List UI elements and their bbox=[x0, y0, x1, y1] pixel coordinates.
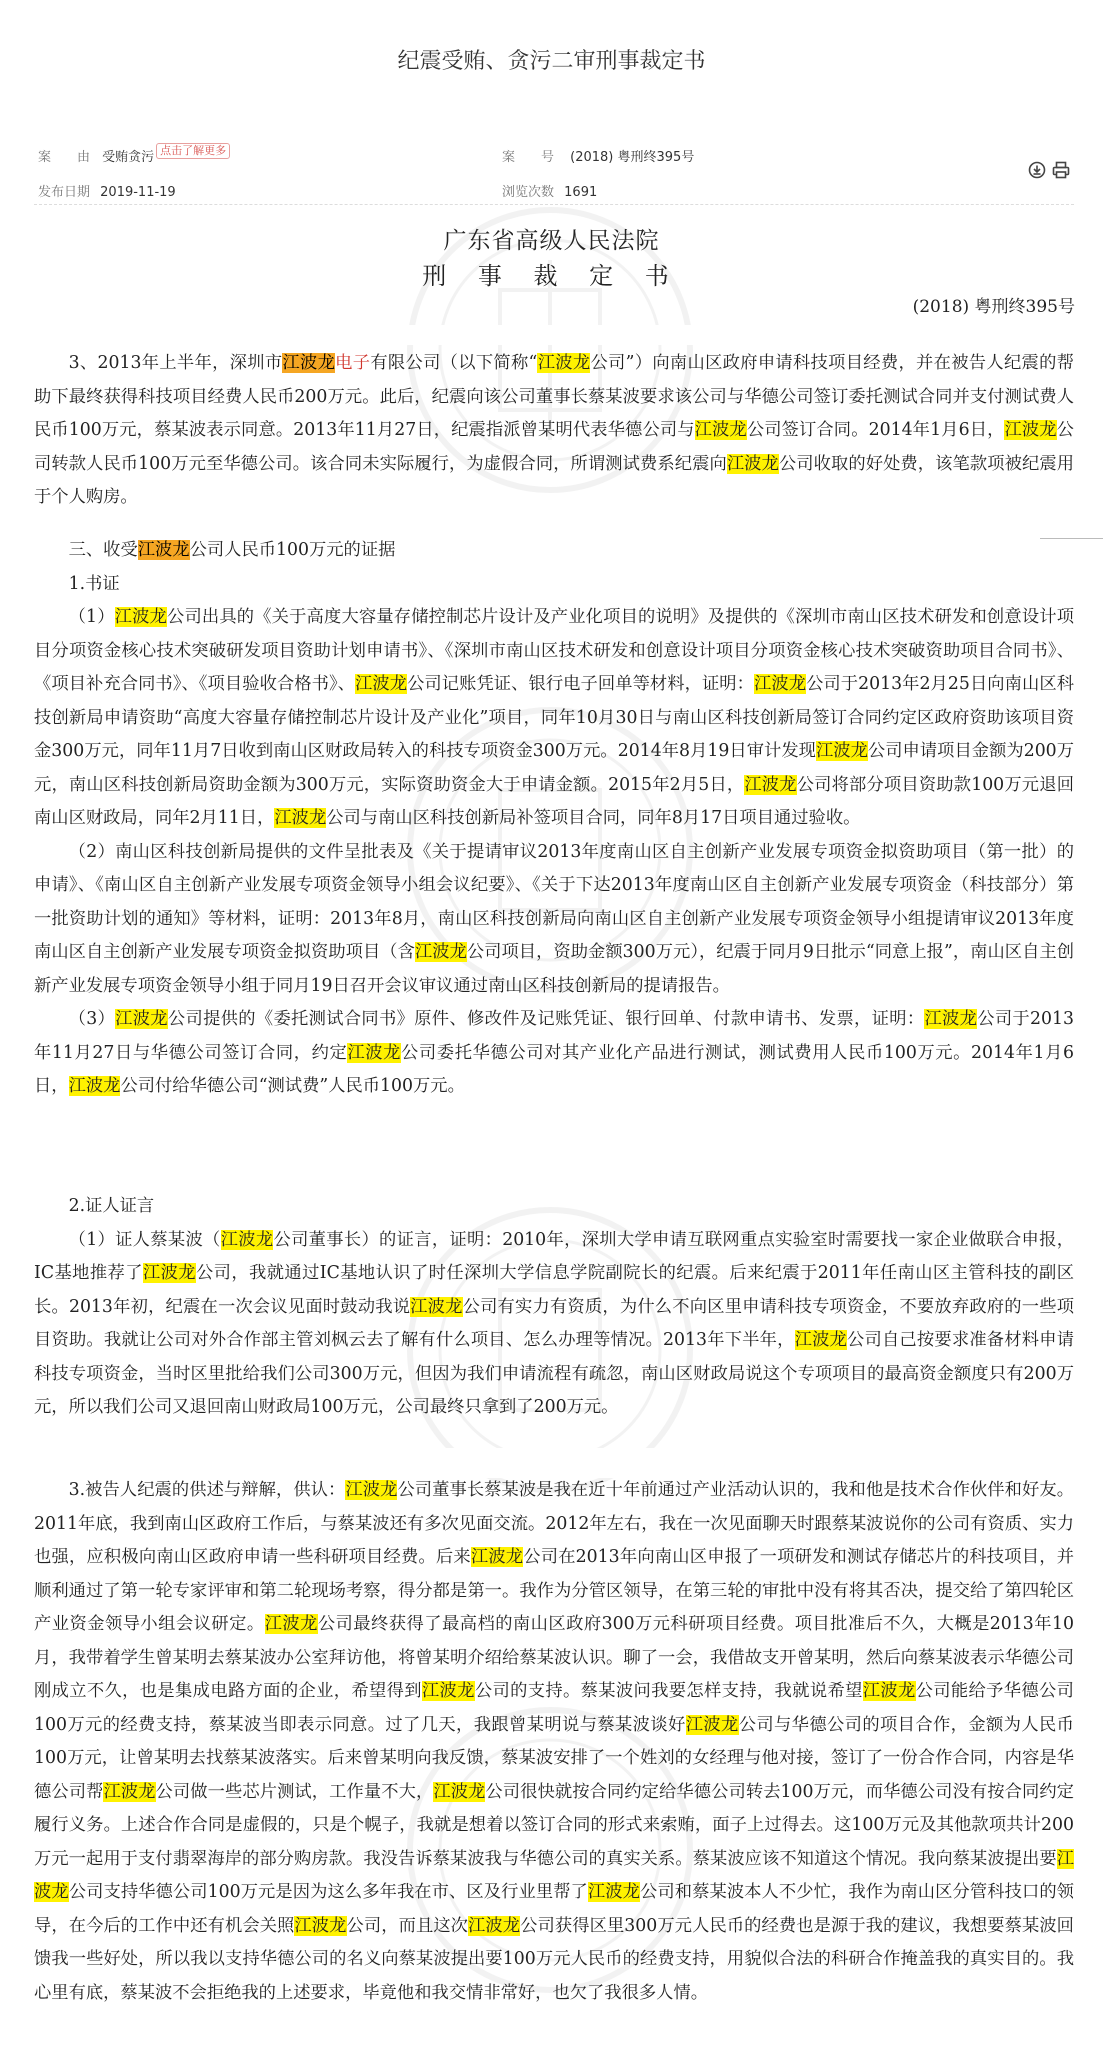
text-run: （2）南山区科技创新局提供的文件呈批表及《关于提请审议2013年度南山区自主创新产业发展专项资金拟资助项目（第一批）的申请》、《南山区自主创新产业发展专项资金领导小组会议纪要》、《关于下达2013年度南山区自主创新产业发展专项资金（科技部分）第一批资助计划的通知》等材料，证明：2013年8月，南山区科技创新局向南山区自主创新产业发展专项资金领导小组提请审议2013年度南山区自主创新产业发展专项资金拟资助项目（含 bbox=[34, 841, 1074, 962]
keyword-highlight: 江波龙 bbox=[274, 808, 327, 828]
document-case-number: (2018) 粤刑终395号 bbox=[912, 297, 1075, 317]
text-run: 3.被告人纪震的供述与辩解，供认： bbox=[68, 1480, 346, 1500]
text-run: 公司签订合同。2014年1月6日， bbox=[746, 420, 1005, 440]
keyword-highlight: 江波龙 bbox=[115, 1009, 168, 1029]
paragraph bbox=[34, 1474, 1074, 2010]
view-count-label: 浏览次数 bbox=[502, 185, 555, 200]
snippet-fact-3 bbox=[34, 347, 1074, 515]
case-cause bbox=[38, 146, 230, 166]
keyword-highlight: 江波龙 bbox=[433, 1781, 486, 1802]
keyword-highlight-primary: 江波龙 bbox=[137, 540, 190, 560]
text-run: 三、收受 bbox=[68, 540, 138, 560]
text-run: 公司在2013年向南山区申报了一项研发和测试存储芯片的科技项目，并顺利通过了第一轮专家评审和第二轮现场考察，得分都是第一。我作为分管区领导，在第三轮的审批中没有将其否决，提交给了第四轮区产业资金领导小组会议研定。 bbox=[34, 1547, 1074, 1634]
text-run: 公司的支持。蔡某波问我要怎样支持，我就说希望 bbox=[474, 1681, 863, 1701]
page-title: 纪震受贿、贪污二审刑事裁定书 bbox=[397, 49, 706, 74]
keyword-highlight: 江波龙 bbox=[114, 607, 167, 627]
keyword-red: 电子 bbox=[335, 353, 371, 373]
toolbar bbox=[1028, 161, 1070, 179]
text-run: 有限公司（以下简称“ bbox=[370, 353, 538, 373]
keyword-highlight: 江波龙 bbox=[345, 1480, 398, 1500]
text-run: 公司出具的《关于高度大容量存储控制芯片设计及产业化项目的说明》及提供的《深圳市南山区技术研发和创意设计项目分项资金核心技术突破研发项目资助计划申请书》、《深圳市南山区技术研发和创意设计项目分项资金核心技术突破资助项目合同书》、《项目补充合同书》、《项目验收合格书》、 bbox=[34, 607, 1074, 694]
paragraph bbox=[34, 601, 1074, 836]
section-heading bbox=[34, 534, 1074, 568]
snippet-evidence-3 bbox=[34, 534, 1074, 1104]
keyword-highlight: 江波龙 bbox=[794, 1330, 848, 1350]
case-cause-value: 受贿贪污 bbox=[102, 150, 155, 165]
keyword-highlight-primary: 江波龙 bbox=[282, 353, 336, 373]
text-run: 公司与南山区科技创新局补签项目合同，同年8月17日项目通过验收。 bbox=[326, 808, 861, 828]
snippet-gap bbox=[0, 325, 1103, 345]
text-run: 公司做一些芯片测试，工作量不大， bbox=[155, 1781, 434, 1802]
publish-date-value: 2019-11-19 bbox=[100, 185, 176, 200]
text-run: 公司支持华德公司100万元是因为这么多年我在市、区及行业里帮了 bbox=[68, 1882, 588, 1902]
keyword-highlight: 江波龙 bbox=[421, 1681, 475, 1701]
keyword-highlight: 江波龙 bbox=[347, 1042, 402, 1063]
keyword-highlight: 江波龙 bbox=[726, 453, 779, 474]
text-run: 公司董事长）的证言，证明：2010年，深圳大学申请互联网重点实验室时需要找一家企业做联合申报，IC基地推荐了 bbox=[34, 1229, 1075, 1283]
text-run: （1） bbox=[68, 607, 115, 627]
text-run: 公司于2013年11月27日与华德公司签订合同，约定 bbox=[34, 1009, 1074, 1063]
text-run: 公司董事长蔡某波是我在近十年前通过产业活动认识的，我和他是技术合作伙伴和好友。2011年底，我到南山区政府工作后，与蔡某波还有多次见面交流。2012年左右，我在一次见面聊天时跟蔡某波说你的公司有资质、实力也强，应积极向南山区政府申请一些科研项目经费。后来 bbox=[34, 1480, 1074, 1567]
view-count bbox=[502, 181, 597, 200]
text-run: 公司获得区里300万元人民币的经费也是源于我的建议，我想要蔡某波回馈我一些好处，所以我以支持华德公司的名义向蔡某波提出要100万元人民币的经费支持，用貌似合法的科研合作掩盖我的真实目的。我心里有底，蔡某波不会拒绝我的上述要求，毕竟他和我交情非常好，也欠了我很多人情。 bbox=[34, 1915, 1074, 2003]
text-run: （1）证人蔡某波（ bbox=[68, 1229, 221, 1250]
keyword-highlight: 江波龙 bbox=[470, 1547, 524, 1567]
paragraph bbox=[34, 836, 1074, 1004]
publish-date bbox=[38, 181, 176, 200]
print-icon[interactable] bbox=[1052, 161, 1070, 179]
text-run: 公司很快就按合同约定给华德公司转去100万元，而华德公司没有按合同约定履行义务。上述合作合同是虚假的，只是个幌子，我就是想着以签订合同的形式来索贿，面子上过得去。这100万元及其他款项共计200万元一起用于支付翡翠海岸的部分购房款。我没告诉蔡某波我与华德公司的真实关系。蔡某波应该不知道这个情况。我向蔡某波提出要 bbox=[34, 1781, 1074, 1869]
text-run: 公司转款人民币100万元至华德公司。该合同未实际履行，为虚假合同，所谓测试费系纪震向 bbox=[34, 420, 1074, 474]
learn-more-tag[interactable]: 点击了解更多 bbox=[156, 143, 230, 159]
keyword-highlight: 江波龙 bbox=[587, 1882, 641, 1902]
document-type: 刑 事 裁 定 书 bbox=[422, 262, 681, 290]
subsection-heading bbox=[34, 1190, 1074, 1224]
snippet-witness bbox=[34, 1190, 1074, 1425]
text-run: 公司申请项目金额为200万元，南山区科技创新局资助金额为300万元，实际资助资金大于申请金额。2015年2月5日， bbox=[34, 741, 1074, 795]
keyword-highlight: 江波龙 bbox=[537, 353, 591, 373]
keyword-highlight: 江波龙 bbox=[294, 1915, 347, 1936]
text-run: 公司自己按要求准备材料申请科技专项资金，当时区里批给我们公司300万元，但因为我们申请流程有疏忽，南山区财政局说这个专项项目的最高资金额度只有200万元，所以我们公司又退回南山财政局100万元，公司最终只拿到了200万元。 bbox=[34, 1330, 1074, 1417]
text-run: 公司将部分项目资助款100万元退回南山区财政局，同年2月11日， bbox=[34, 774, 1074, 828]
text-run: 公司”）向南山区政府申请科技项目经费，并在被告人纪震的帮助下最终获得科技项目经费人民币200万元。此后，纪震向该公司董事长蔡某波要求该公司与华德公司签订委托测试合同并支付测试费人民币100万元，蔡某波表示同意。2013年11月27日，纪震指派曾某明代表华德公司与 bbox=[34, 353, 1074, 440]
keyword-highlight: 江波龙 bbox=[815, 741, 868, 761]
case-number-value: (2018) 粤刑终395号 bbox=[570, 150, 695, 165]
text-run: 3、2013年上半年，深圳市 bbox=[68, 353, 283, 373]
keyword-highlight: 江波龙 bbox=[355, 674, 408, 694]
text-run: 公司项目，资助金额300万元），纪震于同月9日批示“同意上报”，南山区自主创新产业发展专项资金领导小组于同月19日召开会议审议通过南山区科技创新局的提请报告。 bbox=[34, 942, 1074, 996]
paragraph bbox=[34, 347, 1074, 515]
text-run: 公司能给予华德公司100万元的经费支持，蔡某波当即表示同意。过了几天，我跟曾某明说与蔡某波谈好 bbox=[34, 1681, 1074, 1735]
court-name: 广东省高级人民法院 bbox=[443, 228, 660, 254]
keyword-highlight: 江波龙 bbox=[34, 1848, 1074, 1902]
case-cause-label: 案 由 bbox=[38, 150, 91, 165]
subsection-heading bbox=[34, 568, 1074, 602]
paragraph bbox=[34, 1224, 1074, 1425]
text-run: 公司委托华德公司对其产业化产品进行测试，测试费用人民币100万元。2014年1月6日， bbox=[34, 1042, 1074, 1096]
keyword-highlight: 江波龙 bbox=[754, 674, 807, 694]
case-number bbox=[502, 146, 694, 165]
snippet-confession bbox=[34, 1474, 1074, 2010]
text-run: 1.书证 bbox=[68, 573, 120, 594]
keyword-highlight: 江波龙 bbox=[103, 1781, 156, 1802]
text-run: 公司付给华德公司“测试费”人民币100万元。 bbox=[120, 1076, 465, 1096]
text-run: 公司于2013年2月25日向南山区科技创新局申请资助“高度大容量存储控制芯片设计及产业化”项目，同年10月30日与南山区科技创新局签订合同约定区政府资助该项目资金300万元，同年11月7日收到南山区财政局转入的科技专项资金300万元。2014年8月19日审计发现 bbox=[34, 674, 1074, 761]
snippet-gap bbox=[0, 512, 1103, 536]
keyword-highlight: 江波龙 bbox=[1004, 420, 1057, 440]
text-run: 公司与华德公司的项目合作，金额为人民币100万元，让曾某明去找蔡某波落实。后来曾某明向我反馈，蔡某波安排了一个姓刘的女经理与他对接，签订了一份合作合同，内容是华德公司帮 bbox=[34, 1714, 1074, 1802]
keyword-highlight: 江波龙 bbox=[744, 774, 797, 795]
text-run: 公司，而且这次 bbox=[346, 1915, 469, 1936]
publish-date-label: 发布日期 bbox=[38, 185, 91, 200]
text-run: 公司人民币100万元的证据 bbox=[189, 540, 396, 560]
paragraph bbox=[34, 1003, 1074, 1104]
header-divider bbox=[34, 204, 1074, 205]
text-run: 公司提供的《委托测试合同书》原件、修改件及记账凭证、银行回单、付款申请书、发票，证明： bbox=[167, 1009, 925, 1029]
download-icon[interactable] bbox=[1028, 161, 1046, 179]
case-number-label: 案 号 bbox=[502, 150, 555, 165]
keyword-highlight: 江波龙 bbox=[924, 1009, 978, 1029]
text-run: 公司最终获得了最高档的南山区政府300万元科研项目经费。项目批准后不久，大概是2013年10月，我带着学生曾某明去蔡某波办公室拜访他，将曾某明介绍给蔡某波认识。聊了一会，我借故支开曾某明，然后向蔡某波表示华德公司刚成立不久，也是集成电路方面的企业，希望得到 bbox=[34, 1614, 1074, 1701]
text-run: 公司和蔡某波本人不少忙，我作为南山区分管科技口的领导，在今后的工作中还有机会关照 bbox=[34, 1882, 1074, 1936]
text-run: 公司有实力有资质，为什么不向区里申请科技专项资金，不要放弃政府的一些项目资助。我就让公司对外合作部主管刘枫云去了解有什么项目、怎么办理等情况。2013年下半年， bbox=[34, 1296, 1074, 1350]
keyword-highlight: 江波龙 bbox=[685, 1714, 739, 1735]
text-run: （3） bbox=[68, 1009, 116, 1029]
text-run: 公司收取的好处费，该笔款项被纪震用于个人购房。 bbox=[34, 453, 1074, 507]
keyword-highlight: 江波龙 bbox=[410, 1296, 463, 1317]
keyword-highlight: 江波龙 bbox=[468, 1915, 521, 1936]
text-run: 公司，我就通过IC基地认识了时任深圳大学信息学院副院长的纪震。后来纪震于2011年任南山区主管科技的副区长。2013年初，纪震在一次会议见面时鼓动我说 bbox=[34, 1263, 1074, 1317]
keyword-highlight: 江波龙 bbox=[68, 1076, 121, 1096]
text-run: 2.证人证言 bbox=[68, 1196, 155, 1216]
keyword-highlight: 江波龙 bbox=[694, 420, 747, 440]
keyword-highlight: 江波龙 bbox=[142, 1263, 196, 1283]
keyword-highlight: 江波龙 bbox=[220, 1229, 274, 1250]
keyword-highlight: 江波龙 bbox=[862, 1681, 916, 1701]
keyword-highlight: 江波龙 bbox=[264, 1614, 318, 1634]
snippet-gap bbox=[0, 1164, 1103, 1192]
view-count-value: 1691 bbox=[564, 185, 598, 200]
text-run: 公司记账凭证、银行电子回单等材料，证明： bbox=[407, 674, 755, 694]
keyword-highlight: 江波龙 bbox=[414, 942, 467, 962]
